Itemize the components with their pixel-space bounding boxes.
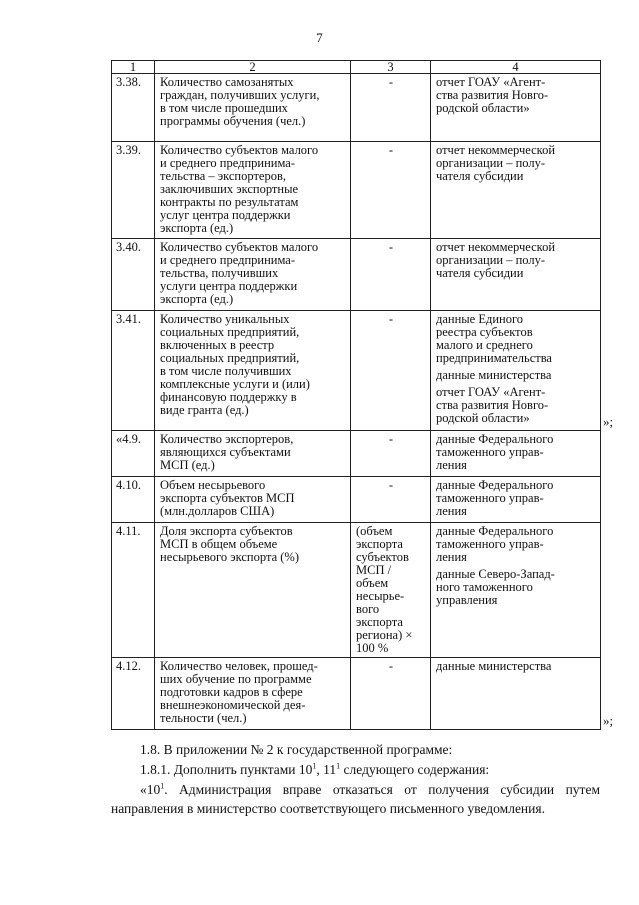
indicator-name [155, 523, 351, 658]
table-row [112, 431, 601, 477]
data-source-line: таможенного управ- [436, 445, 544, 459]
data-source-line: данные Федерального [436, 478, 554, 492]
formula-line: - [388, 478, 394, 492]
data-source [431, 74, 601, 142]
table-row [112, 74, 601, 142]
formula-line: субъектов [356, 550, 409, 564]
indicator-name-line: Объем несырьевого [160, 478, 266, 492]
indicator-name-line: финансовую поддержку в [160, 390, 297, 404]
indicator-name-line: (млн.долларов США) [160, 504, 275, 518]
formula-line: объем [356, 576, 389, 590]
table-row [112, 142, 601, 239]
data-source-line: данные министерства [436, 368, 552, 382]
indicator-name [155, 142, 351, 239]
indicator-name-line: Количество человек, прошед- [160, 659, 318, 673]
data-source-block [436, 241, 596, 280]
row-number: 3.41. [112, 311, 155, 431]
data-source-line: отчет некоммерческой [436, 143, 556, 157]
indicator-name-line: услуг центра поддержки [160, 208, 291, 222]
row-closing-quote: »; [603, 713, 614, 728]
indicator-name [155, 431, 351, 477]
header-cell: 1 [112, 61, 155, 74]
indicator-name-line: включенных в реестр [160, 338, 275, 352]
data-source [431, 431, 601, 477]
data-source-line: родской области» [436, 411, 530, 425]
data-source-block [436, 144, 596, 183]
indicator-name [155, 477, 351, 523]
indicator-name-line: виде гранта (ед.) [160, 403, 249, 417]
formula-line: 100 % [356, 641, 389, 655]
data-source-line: реестра субъектов [436, 325, 533, 339]
data-source [431, 477, 601, 523]
data-source-line: чателя субсидии [436, 169, 524, 183]
data-source-line: данные Федерального [436, 524, 554, 538]
data-source-line: данные Единого [436, 312, 524, 326]
row-number: 4.11. [112, 523, 155, 658]
data-source-block [436, 479, 596, 518]
table-row [112, 311, 601, 431]
table-row [112, 239, 601, 311]
indicator-name-line: и среднего предпринима- [160, 156, 296, 170]
indicator-name-line: подготовки кадров в сфере [160, 685, 303, 699]
data-source-line: ного таможенного [436, 580, 533, 594]
indicator-name-line: в том числе получивших [160, 364, 292, 378]
data-source-line: ства развития Новго- [436, 88, 549, 102]
formula-line: экспорта [356, 615, 403, 629]
indicator-name-line: в том числе прошедших [160, 101, 288, 115]
data-source-line: управления [436, 593, 498, 607]
table-row [112, 658, 601, 730]
formula-line: региона) × [356, 628, 413, 642]
indicator-name-line: Количество субъектов малого [160, 143, 319, 157]
indicator-name-line: социальных предприятий, [160, 351, 300, 365]
formula-line: - [388, 312, 394, 326]
indicator-name-line: Количество самозанятых [160, 75, 294, 89]
indicator-name-line: Количество экспортеров, [160, 432, 294, 446]
formula-line: - [388, 659, 394, 673]
data-source-line: данные министерства [436, 659, 552, 673]
formula-line: - [388, 75, 394, 89]
indicator-name-line: внешнеэкономической дея- [160, 698, 306, 712]
header-cell: 4 [431, 61, 601, 74]
header-cell: 3 [351, 61, 431, 74]
row-number: 4.10. [112, 477, 155, 523]
data-source-block [436, 369, 596, 382]
indicator-name-line: Доля экспорта субъектов [160, 524, 293, 538]
formula-line: несырье- [356, 589, 405, 603]
indicator-name-line: граждан, получивших услуги, [160, 88, 320, 102]
indicator-name-line: социальных предприятий, [160, 325, 300, 339]
formula-line: - [388, 143, 394, 157]
data-source [431, 523, 601, 658]
row-closing-quote: »; [603, 414, 614, 429]
indicator-name [155, 658, 351, 730]
indicator-name-line: ших обучение по программе [160, 672, 312, 686]
indicator-name-line: несырьевого экспорта (%) [160, 550, 299, 564]
formula-line: экспорта [356, 537, 403, 551]
indicator-name-line: Количество субъектов малого [160, 240, 319, 254]
formula-line: (объем [356, 524, 393, 538]
data-source-line: таможенного управ- [436, 491, 544, 505]
data-source-line: предпринимательства [436, 351, 552, 365]
data-source-line: ления [436, 550, 467, 564]
indicator-name-line: тельства – экспортеров, [160, 169, 286, 183]
data-source-line: отчет ГОАУ «Агент- [436, 75, 546, 89]
header-cell: 2 [155, 61, 351, 74]
data-source-line: ления [436, 458, 467, 472]
data-source-block [436, 660, 596, 673]
calculation-formula [351, 431, 431, 477]
indicator-name-line: тельности (чел.) [160, 711, 247, 725]
data-source-line: ства развития Новго- [436, 398, 549, 412]
indicator-name-line: тельства, получивших [160, 266, 279, 280]
data-source-line: организации – полу- [436, 156, 546, 170]
data-source-block [436, 525, 596, 564]
calculation-formula [351, 142, 431, 239]
data-source-line: данные Федерального [436, 432, 554, 446]
data-source-line: отчет некоммерческой [436, 240, 556, 254]
row-number: 3.39. [112, 142, 155, 239]
formula-line: МСП / [356, 563, 392, 577]
indicator-name-line: являющихся субъектами [160, 445, 291, 459]
row-number: 3.40. [112, 239, 155, 311]
table-row [112, 477, 601, 523]
table-row [112, 523, 601, 658]
indicator-name-line: Количество уникальных [160, 312, 290, 326]
data-source-block [436, 568, 596, 607]
data-source [431, 142, 601, 239]
formula-line: вого [356, 602, 380, 616]
calculation-formula [351, 658, 431, 730]
data-source-line: чателя субсидии [436, 266, 524, 280]
paragraph-3: «$10^1$. Администрация вправе отказаться от получения субсидии путем направления в министерство соответствующего письменного уведомления. [111, 781, 600, 816]
data-source-line: таможенного управ- [436, 537, 544, 551]
indicator-name [155, 311, 351, 431]
data-source-line: отчет ГОАУ «Агент- [436, 385, 546, 399]
data-source-block [436, 433, 596, 472]
data-source-line: данные Северо-Запад- [436, 567, 555, 581]
data-source-block [436, 76, 596, 115]
indicators-table [111, 60, 601, 730]
data-source-line: ления [436, 504, 467, 518]
calculation-formula [351, 239, 431, 311]
paragraph-1: 1.8. В приложении № 2 к государственной программе: [140, 742, 453, 757]
indicator-name-line: контракты по результатам [160, 195, 299, 209]
data-source-line: родской области» [436, 101, 530, 115]
calculation-formula [351, 311, 431, 431]
page-number: 7 [316, 30, 323, 45]
indicator-name [155, 239, 351, 311]
calculation-formula [351, 477, 431, 523]
data-source [431, 311, 601, 431]
data-source [431, 658, 601, 730]
table-header-row [112, 61, 601, 74]
indicator-name [155, 74, 351, 142]
paragraph-2: 1.8.1. Дополнить пунктами $10^1$, $11^1$ следующего содержания: [140, 761, 490, 777]
indicator-name-line: программы обучения (чел.) [160, 114, 306, 128]
formula-line: - [388, 432, 394, 446]
indicator-name-line: комплексные услуги и (или) [160, 377, 310, 391]
data-source-block [436, 386, 596, 425]
row-number: «4.9. [112, 431, 155, 477]
indicator-name-line: услуги центра поддержки [160, 279, 298, 293]
row-number: 3.38. [112, 74, 155, 142]
indicator-name-line: экспорта субъектов МСП [160, 491, 295, 505]
row-number: 4.12. [112, 658, 155, 730]
data-source [431, 239, 601, 311]
calculation-formula [351, 74, 431, 142]
data-source-line: малого и среднего [436, 338, 533, 352]
data-source-block [436, 313, 596, 365]
indicator-name-line: МСП (ед.) [160, 458, 215, 472]
calculation-formula [351, 523, 431, 658]
indicator-name-line: и среднего предпринима- [160, 253, 296, 267]
formula-line: - [388, 240, 394, 254]
indicator-name-line: экспорта (ед.) [160, 292, 234, 306]
indicator-name-line: экспорта (ед.) [160, 221, 234, 235]
data-source-line: организации – полу- [436, 253, 546, 267]
indicator-name-line: заключивших экспортные [160, 182, 299, 196]
indicator-name-line: МСП в общем объеме [160, 537, 278, 551]
